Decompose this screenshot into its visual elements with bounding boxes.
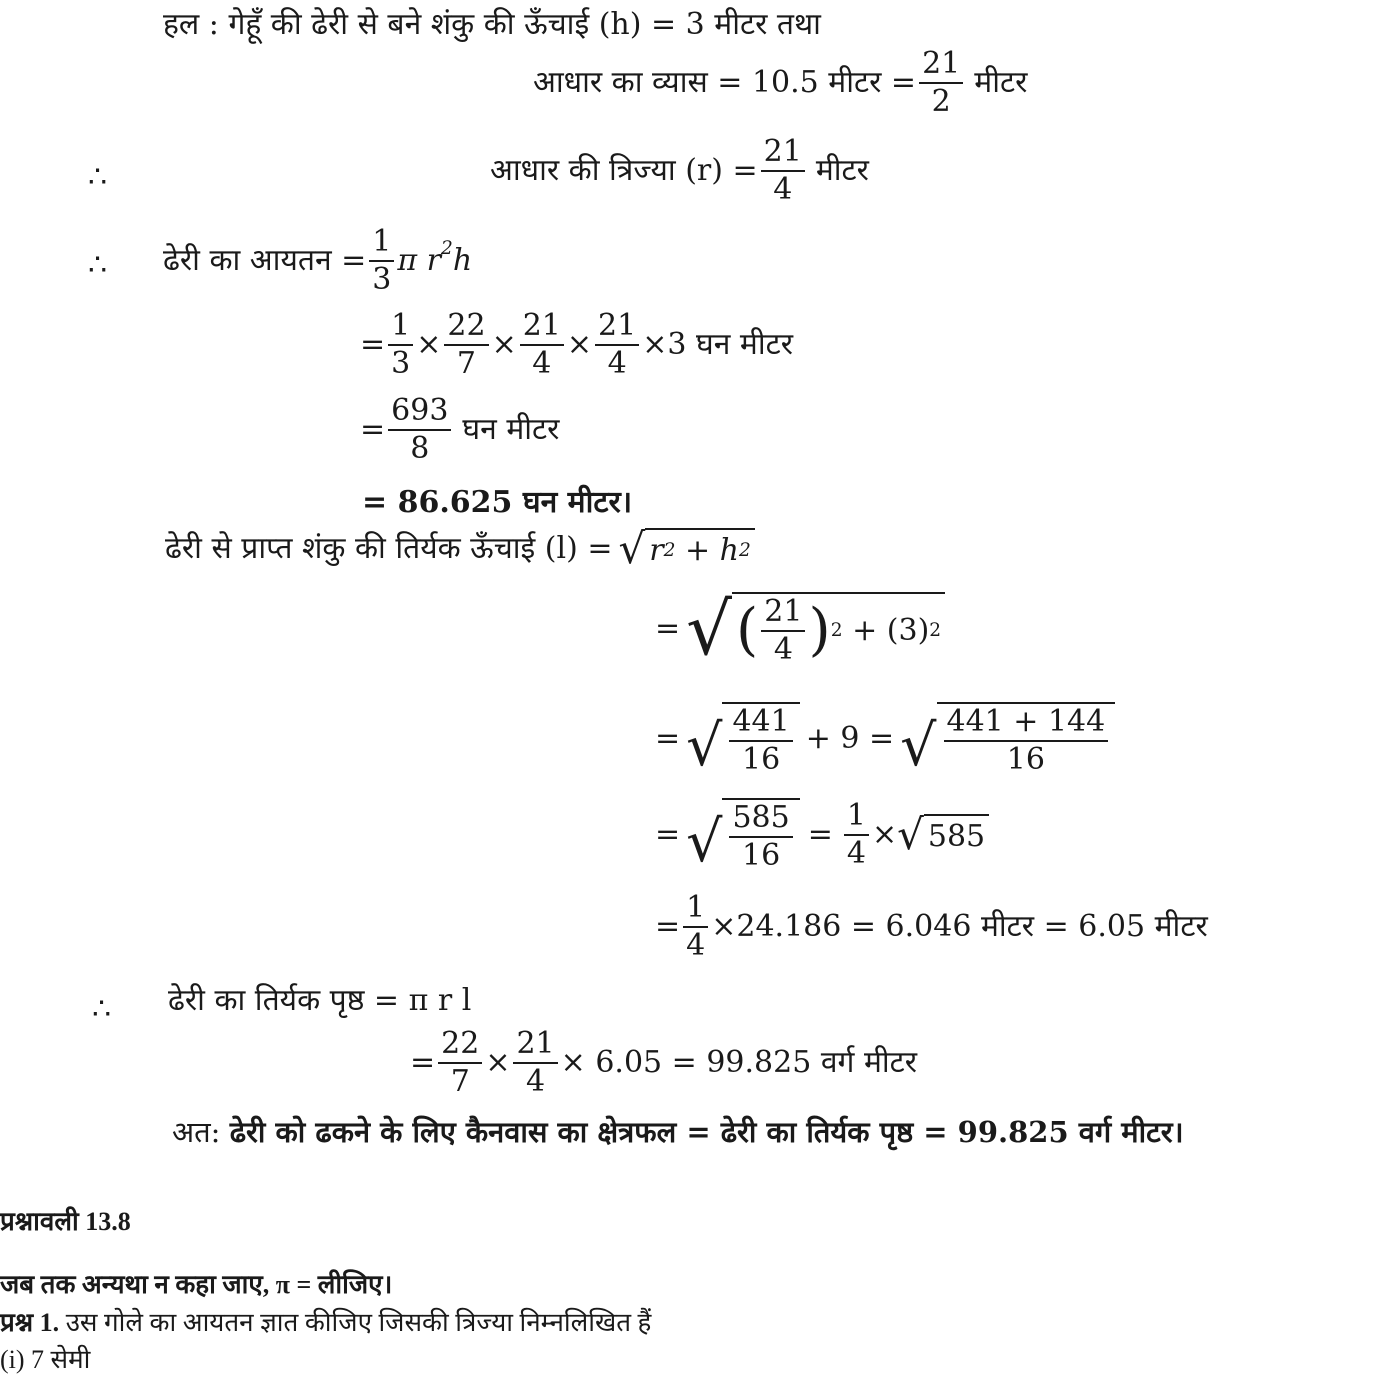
denominator: 4 bbox=[846, 835, 866, 871]
pi-r: π r bbox=[397, 242, 441, 278]
numerator: 21 bbox=[761, 136, 805, 172]
exercise-instruction: जब तक अन्यथा न कहा जाए, π = लीजिए। bbox=[0, 1270, 393, 1299]
equals: = bbox=[807, 816, 833, 852]
denominator: 3 bbox=[391, 345, 411, 381]
fraction bbox=[844, 800, 869, 869]
slant-step-3 bbox=[655, 702, 1115, 779]
exponent: 2 bbox=[440, 237, 453, 259]
radicand: r 2 + h 2 bbox=[645, 528, 755, 570]
numerator: 1 bbox=[844, 800, 869, 836]
radius-fraction bbox=[761, 136, 805, 205]
volume-formula bbox=[397, 237, 473, 278]
radicand: ( $\frac{21}{4}$ ) 2 + (3) 2 bbox=[732, 592, 945, 665]
volume-line bbox=[163, 226, 472, 295]
question-text: उस गोले का आयतन ज्ञात कीजिए जिसकी त्रिज्या निम्नलिखित हैं bbox=[65, 1308, 652, 1337]
open-paren: ( bbox=[736, 597, 759, 663]
numerator: 441 + 144 bbox=[944, 706, 1109, 742]
radical-sign: √ bbox=[686, 713, 723, 779]
radical-sign: √ bbox=[686, 809, 723, 875]
step-tail: ×24.186 = 6.046 मीटर = 6.05 मीटर bbox=[711, 908, 1208, 944]
numerator: 693 bbox=[388, 395, 451, 431]
fraction bbox=[761, 596, 805, 665]
therefore-symbol: ∴ bbox=[88, 248, 108, 283]
denominator: 8 bbox=[410, 430, 430, 466]
denominator: 4 bbox=[607, 345, 627, 381]
denominator: 3 bbox=[372, 261, 392, 297]
radius-line bbox=[490, 136, 869, 205]
question-1 bbox=[0, 1303, 651, 1339]
equals: = bbox=[410, 1044, 436, 1080]
mid-term: + 9 = bbox=[805, 720, 895, 756]
fraction bbox=[683, 892, 708, 961]
denominator: 4 bbox=[773, 631, 793, 667]
diameter-fraction bbox=[919, 48, 963, 117]
fraction bbox=[438, 1028, 482, 1097]
slant-step-4: = √ $\frac{585}{16}$ = $\frac{1}{4}$ × √ 585 bbox=[655, 798, 989, 871]
h-term: + h bbox=[684, 533, 739, 568]
denominator: 4 bbox=[773, 171, 793, 207]
square-root bbox=[900, 702, 1115, 779]
h-symbol: h bbox=[452, 242, 473, 278]
radicand bbox=[937, 702, 1116, 775]
final-statement bbox=[172, 1115, 1184, 1149]
volume-result: = 86.625 घन मीटर। bbox=[362, 485, 633, 520]
fraction bbox=[520, 310, 564, 379]
radical-sign: √ bbox=[618, 524, 646, 573]
diameter-unit: मीटर bbox=[974, 64, 1028, 100]
numerator: 1 bbox=[683, 892, 708, 928]
equals: = bbox=[360, 326, 386, 362]
radicand bbox=[722, 702, 799, 775]
numerator: 1 bbox=[369, 226, 394, 262]
volume-step-1: = $\frac{1}{3}$ × $\frac{22}{7}$ × $\frac{21}{4}$ × $\frac{21}{4}$ ×3 घन मीटर bbox=[360, 308, 793, 381]
solution-intro: हल : गेहूँ की ढेरी से बने शंकु की ऊँचाई (h) = 3 मीटर तथा bbox=[163, 7, 821, 42]
denominator: 16 bbox=[742, 741, 781, 777]
radical-sign: √ bbox=[900, 713, 937, 779]
radical-sign: √ bbox=[686, 587, 733, 671]
denominator: 7 bbox=[456, 345, 477, 381]
final-prefix: अत: bbox=[172, 1115, 221, 1149]
fraction bbox=[388, 395, 451, 464]
numerator: 22 bbox=[444, 310, 488, 346]
fraction bbox=[729, 706, 792, 775]
numerator: 441 bbox=[729, 706, 792, 742]
numerator: 21 bbox=[513, 1028, 557, 1064]
close-paren: ) bbox=[808, 597, 831, 663]
equals: = bbox=[360, 411, 386, 447]
fraction bbox=[388, 310, 413, 379]
equals: = bbox=[655, 720, 681, 756]
numerator: 21 bbox=[595, 310, 639, 346]
slant-step-5 bbox=[655, 892, 1208, 961]
numerator: 585 bbox=[729, 802, 792, 838]
fraction bbox=[513, 1028, 557, 1097]
option-i: (i) 7 सेमी bbox=[0, 1345, 91, 1374]
square-root bbox=[897, 809, 989, 859]
diameter-label: आधार का व्यास = 10.5 मीटर = bbox=[533, 64, 917, 100]
radical-sign: √ bbox=[897, 809, 924, 859]
denominator: 16 bbox=[1006, 741, 1045, 777]
r-symbol: r bbox=[649, 533, 664, 568]
final-text: ढेरी को ढकने के लिए कैनवास का क्षेत्रफल = ढेरी का तिर्यक पृष्ठ = 99.825 वर्ग मीटर। bbox=[229, 1115, 1184, 1149]
fraction bbox=[944, 706, 1109, 775]
numerator: 21 bbox=[761, 596, 805, 632]
therefore-symbol: ∴ bbox=[88, 160, 108, 195]
square-root bbox=[686, 702, 800, 779]
fraction bbox=[444, 310, 488, 379]
denominator: 7 bbox=[450, 1063, 470, 1099]
radicand: 585 bbox=[924, 814, 989, 856]
tail-term: + (3) bbox=[852, 612, 930, 648]
slant-height-line bbox=[165, 524, 755, 573]
numerator: 22 bbox=[438, 1028, 482, 1064]
denominator: 4 bbox=[686, 927, 706, 963]
volume-fraction bbox=[369, 226, 394, 295]
volume-label: ढेरी का आयतन = bbox=[163, 242, 367, 278]
numerator: 1 bbox=[388, 310, 413, 346]
numerator: 21 bbox=[919, 48, 963, 84]
equals: = bbox=[655, 610, 681, 646]
fraction bbox=[595, 310, 639, 379]
square-root bbox=[686, 587, 945, 671]
numerator: 21 bbox=[520, 310, 564, 346]
therefore-symbol: ∴ bbox=[92, 992, 112, 1027]
step-tail: ×3 घन मीटर bbox=[642, 326, 793, 362]
denominator: 4 bbox=[532, 345, 552, 381]
radius-unit: मीटर bbox=[815, 152, 869, 188]
denominator: 2 bbox=[931, 83, 951, 119]
surface-label: ढेरी का तिर्यक पृष्ठ = π r l bbox=[168, 983, 472, 1018]
square-root bbox=[686, 798, 800, 875]
step-unit: घन मीटर bbox=[462, 411, 560, 447]
denominator: 16 bbox=[742, 837, 781, 873]
radicand bbox=[722, 798, 799, 871]
step-tail: × 6.05 = 99.825 वर्ग मीटर bbox=[560, 1044, 918, 1080]
diameter-line bbox=[533, 48, 1027, 117]
fraction bbox=[729, 802, 792, 871]
slant-step-2 bbox=[655, 587, 945, 671]
radius-label: आधार की त्रिज्या (r) = bbox=[490, 152, 758, 188]
exercise-heading: प्रश्नावली 13.8 bbox=[0, 1207, 131, 1236]
denominator: 4 bbox=[526, 1063, 546, 1099]
equals: = bbox=[655, 908, 681, 944]
square-root bbox=[618, 524, 754, 573]
question-label: प्रश्न 1. bbox=[0, 1308, 60, 1337]
slant-label: ढेरी से प्राप्त शंकु की तिर्यक ऊँचाई (l) = bbox=[165, 531, 613, 566]
volume-step-2 bbox=[360, 395, 559, 464]
equals: = bbox=[655, 816, 681, 852]
surface-step: = $\frac{22}{7}$ × $\frac{21}{4}$ × 6.05 = 99.825 वर्ग मीटर bbox=[410, 1026, 918, 1099]
